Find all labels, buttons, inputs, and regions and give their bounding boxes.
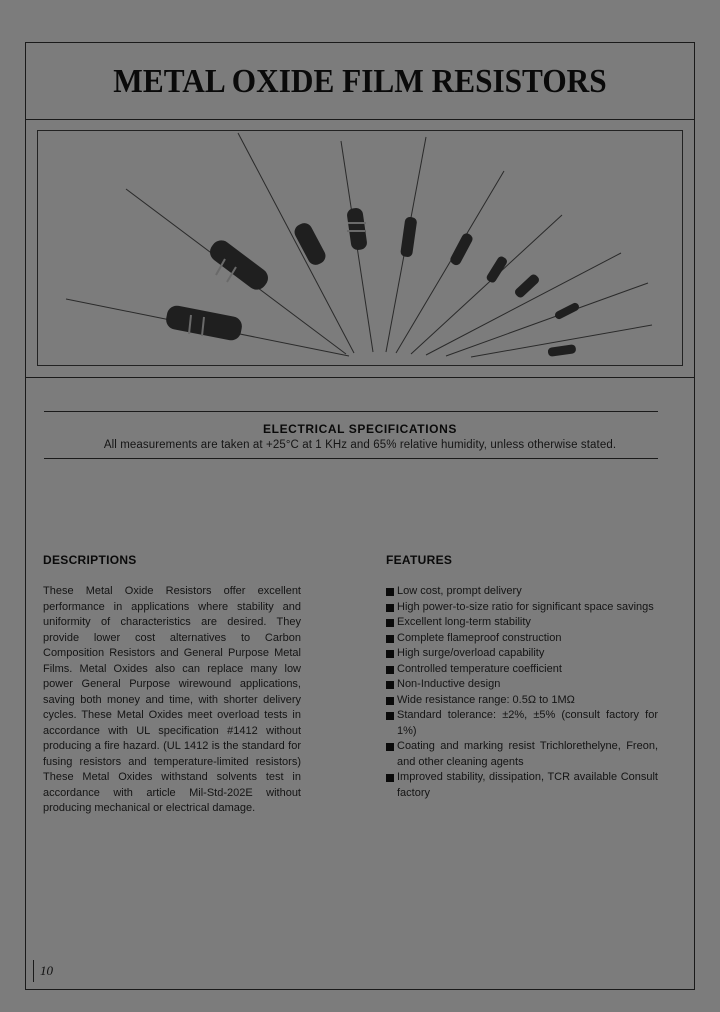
bullet-square-icon <box>386 588 394 596</box>
bullet-square-icon <box>386 635 394 643</box>
feature-text: Coating and marking resist Trichlorethelyne, Freon, and other cleaning agents <box>397 740 658 768</box>
feature-text: Excellent long-term stability <box>397 616 531 628</box>
bullet-square-icon <box>386 666 394 674</box>
title-box <box>26 43 694 120</box>
spec-bottom-rule <box>44 458 658 459</box>
electrical-specifications-note: All measurements are taken at +25°C at 1 KHz and 65% relative humidity, unless otherwise stated. <box>103 439 617 451</box>
bullet-square-icon <box>386 681 394 689</box>
bullet-square-icon <box>386 774 394 782</box>
descriptions-body: These Metal Oxide Resistors offer excellent performance in applications where stability and uniformity of characteristics are desired. They provide lower cost alternatives to Carbon Composition Resistors and General Purpose Metal Films. Metal Oxides also can replace many low power General Purpose wirewound applications, saving both money and time, with shorter delivery cycles. These Metal Oxides meet overload tests in accordance with UL specification #1412 without producing a fire hazard. (UL 1412 is the standard for fusing resistors and temperature-limited resistors) These Metal Oxides withstand solvents test in accordance with article Mil-Std-202E without producing mechanical or electrical damage. <box>43 585 301 814</box>
feature-item <box>386 770 658 801</box>
feature-text: High surge/overload capability <box>397 647 545 659</box>
crop-mark <box>33 960 34 982</box>
feature-item <box>386 615 658 631</box>
feature-text: Standard tolerance: ±2%, ±5% (consult factory for 1%) <box>397 709 658 737</box>
spec-top-rule <box>44 411 658 412</box>
feature-text: Controlled temperature coefficient <box>397 662 562 675</box>
bullet-square-icon <box>386 743 394 751</box>
resistor-illustration <box>26 119 694 377</box>
page-frame <box>25 42 695 990</box>
feature-item <box>386 646 658 662</box>
feature-item <box>386 693 658 709</box>
feature-text: Low cost, prompt delivery <box>397 585 522 597</box>
feature-item <box>386 739 658 770</box>
bullet-square-icon <box>386 604 394 612</box>
feature-item <box>386 677 658 693</box>
bullet-square-icon <box>386 697 394 705</box>
features-heading: FEATURES <box>386 553 453 567</box>
electrical-specifications-heading: ELECTRICAL SPECIFICATIONS <box>263 422 457 436</box>
feature-item <box>386 662 658 678</box>
feature-item <box>386 584 658 600</box>
feature-item <box>386 708 658 739</box>
feature-text: Improved stability, dissipation, TCR available Consult factory <box>397 771 658 799</box>
feature-text: Non-Inductive design <box>397 678 501 690</box>
feature-text: High power-to-size ratio for significant space savings <box>397 600 654 613</box>
bullet-square-icon <box>386 619 394 627</box>
bullet-square-icon <box>386 650 394 658</box>
feature-item <box>386 600 658 616</box>
page-number: 10 <box>40 963 53 978</box>
bullet-square-icon <box>386 712 394 720</box>
features-list <box>386 584 658 801</box>
feature-item <box>386 631 658 647</box>
descriptions-heading: DESCRIPTIONS <box>43 553 137 567</box>
feature-text: Complete flameproof construction <box>397 631 562 644</box>
page-title: METAL OXIDE FILM RESISTORS <box>113 63 607 100</box>
resistor-photo <box>26 119 694 378</box>
feature-text: Wide resistance range: 0.5Ω to 1MΩ <box>397 693 575 706</box>
